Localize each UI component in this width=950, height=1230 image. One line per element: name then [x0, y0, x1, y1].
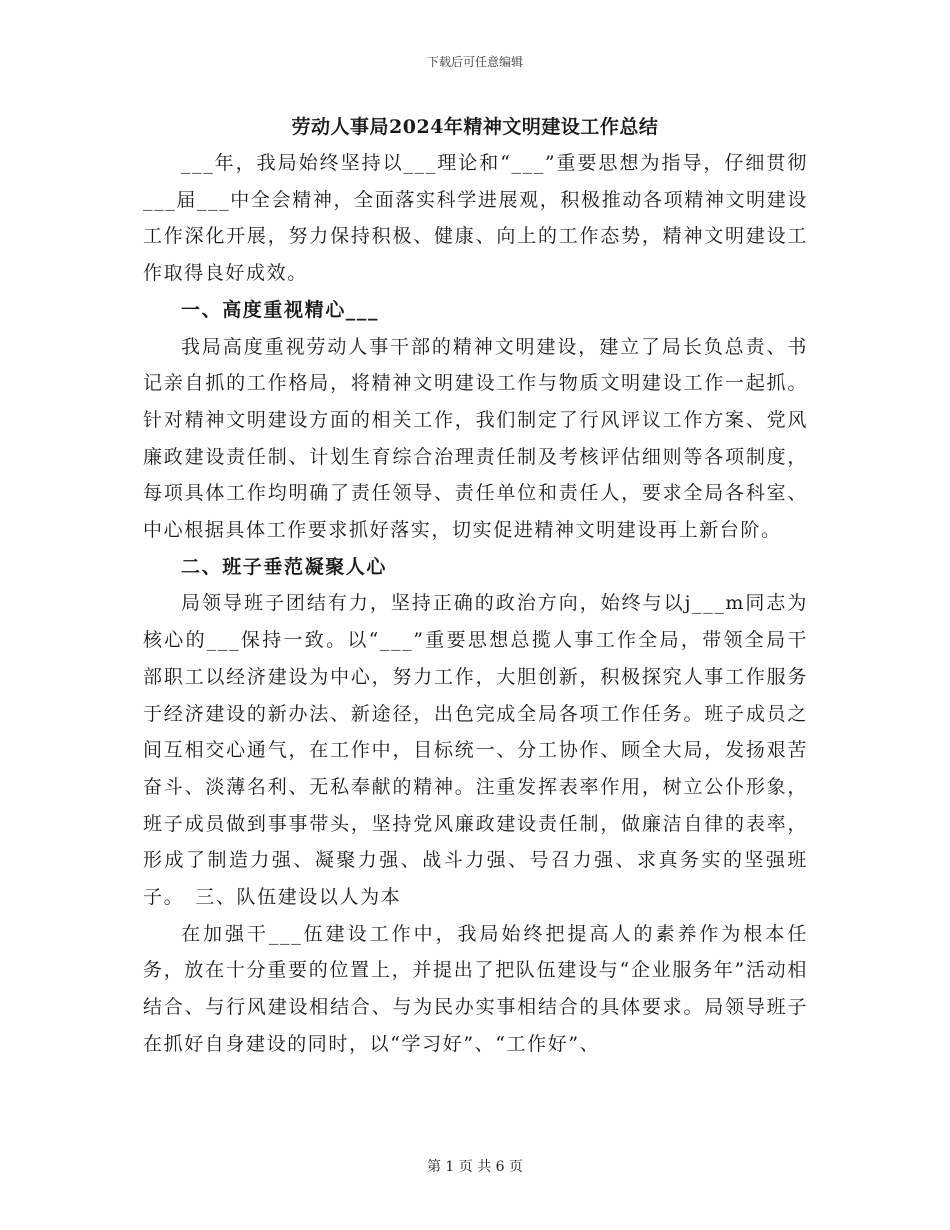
document-body — [143, 145, 808, 1063]
page-header-note: 下载后可任意编辑 — [426, 55, 523, 69]
intro-paragraph: ___年，我局始终坚持以___理论和“___”重要思想为指导，仔细贯彻___届___中全会精神，全面落实科学进展观，积极推动各项精神文明建设工作深化开展，努力保持积极、健康、向上的工作态势，精神文明建设工作取得良好成效。 — [143, 152, 808, 285]
section-heading-1: 一、高度重视精心___ — [181, 298, 380, 321]
body-paragraph: 在加强干___伍建设工作中，我局始终把提高人的素养作为根本任务，放在十分重要的位置上，并提出了把队伍建设与“企业服务年”活动相结合、与行风建设相结合、与为民办实事相结合的具体要求。局领导班子在抓好自身建设的同时，以“学习好”、“工作好”、 — [143, 922, 808, 1055]
body-paragraph: 局领导班子团结有力，坚持正确的政治方向，始终与以j___m同志为核心的___保持一致。以“___”重要思想总揽人事工作全局，带领全局干部职工以经济建设为中心，努力工作，大胆创新，积极探究人事工作服务于经济建设的新办法、新途径，出色完成全局各项工作任务。班子成员之间互相交心通气，在工作中，目标统一、分工协作、顾全大局，发扬艰苦奋斗、淡薄名利、无私奉献的精神。注重发挥表率作用，树立公仆形象，班子成员做到事事带头，坚持党风廉政建设责任制，做廉洁自律的表率，形成了制造力强、凝聚力强、战斗力强、号召力强、求真务实的坚强班子。 三、队伍建设以人为本 — [143, 592, 808, 909]
document-title: 劳动人事局2024年精神文明建设工作总结 — [291, 116, 659, 138]
page-number: 第 1 页 共 6 页 — [426, 1159, 524, 1175]
body-paragraph: 我局高度重视劳动人事干部的精神文明建设，建立了局长负总责、书记亲自抓的工作格局，将精神文明建设工作与物质文明建设工作一起抓。针对精神文明建设方面的相关工作，我们制定了行风评议工作方案、党风廉政建设责任制、计划生育综合治理责任制及考核评估细则等各项制度，每项具体工作均明确了责任领导、责任单位和责任人，要求全局各科室、中心根据具体工作要求抓好落实，切实促进精神文明建设再上新台阶。 — [143, 335, 808, 542]
section-heading-2: 二、班子垂范凝聚人心 — [181, 555, 388, 578]
